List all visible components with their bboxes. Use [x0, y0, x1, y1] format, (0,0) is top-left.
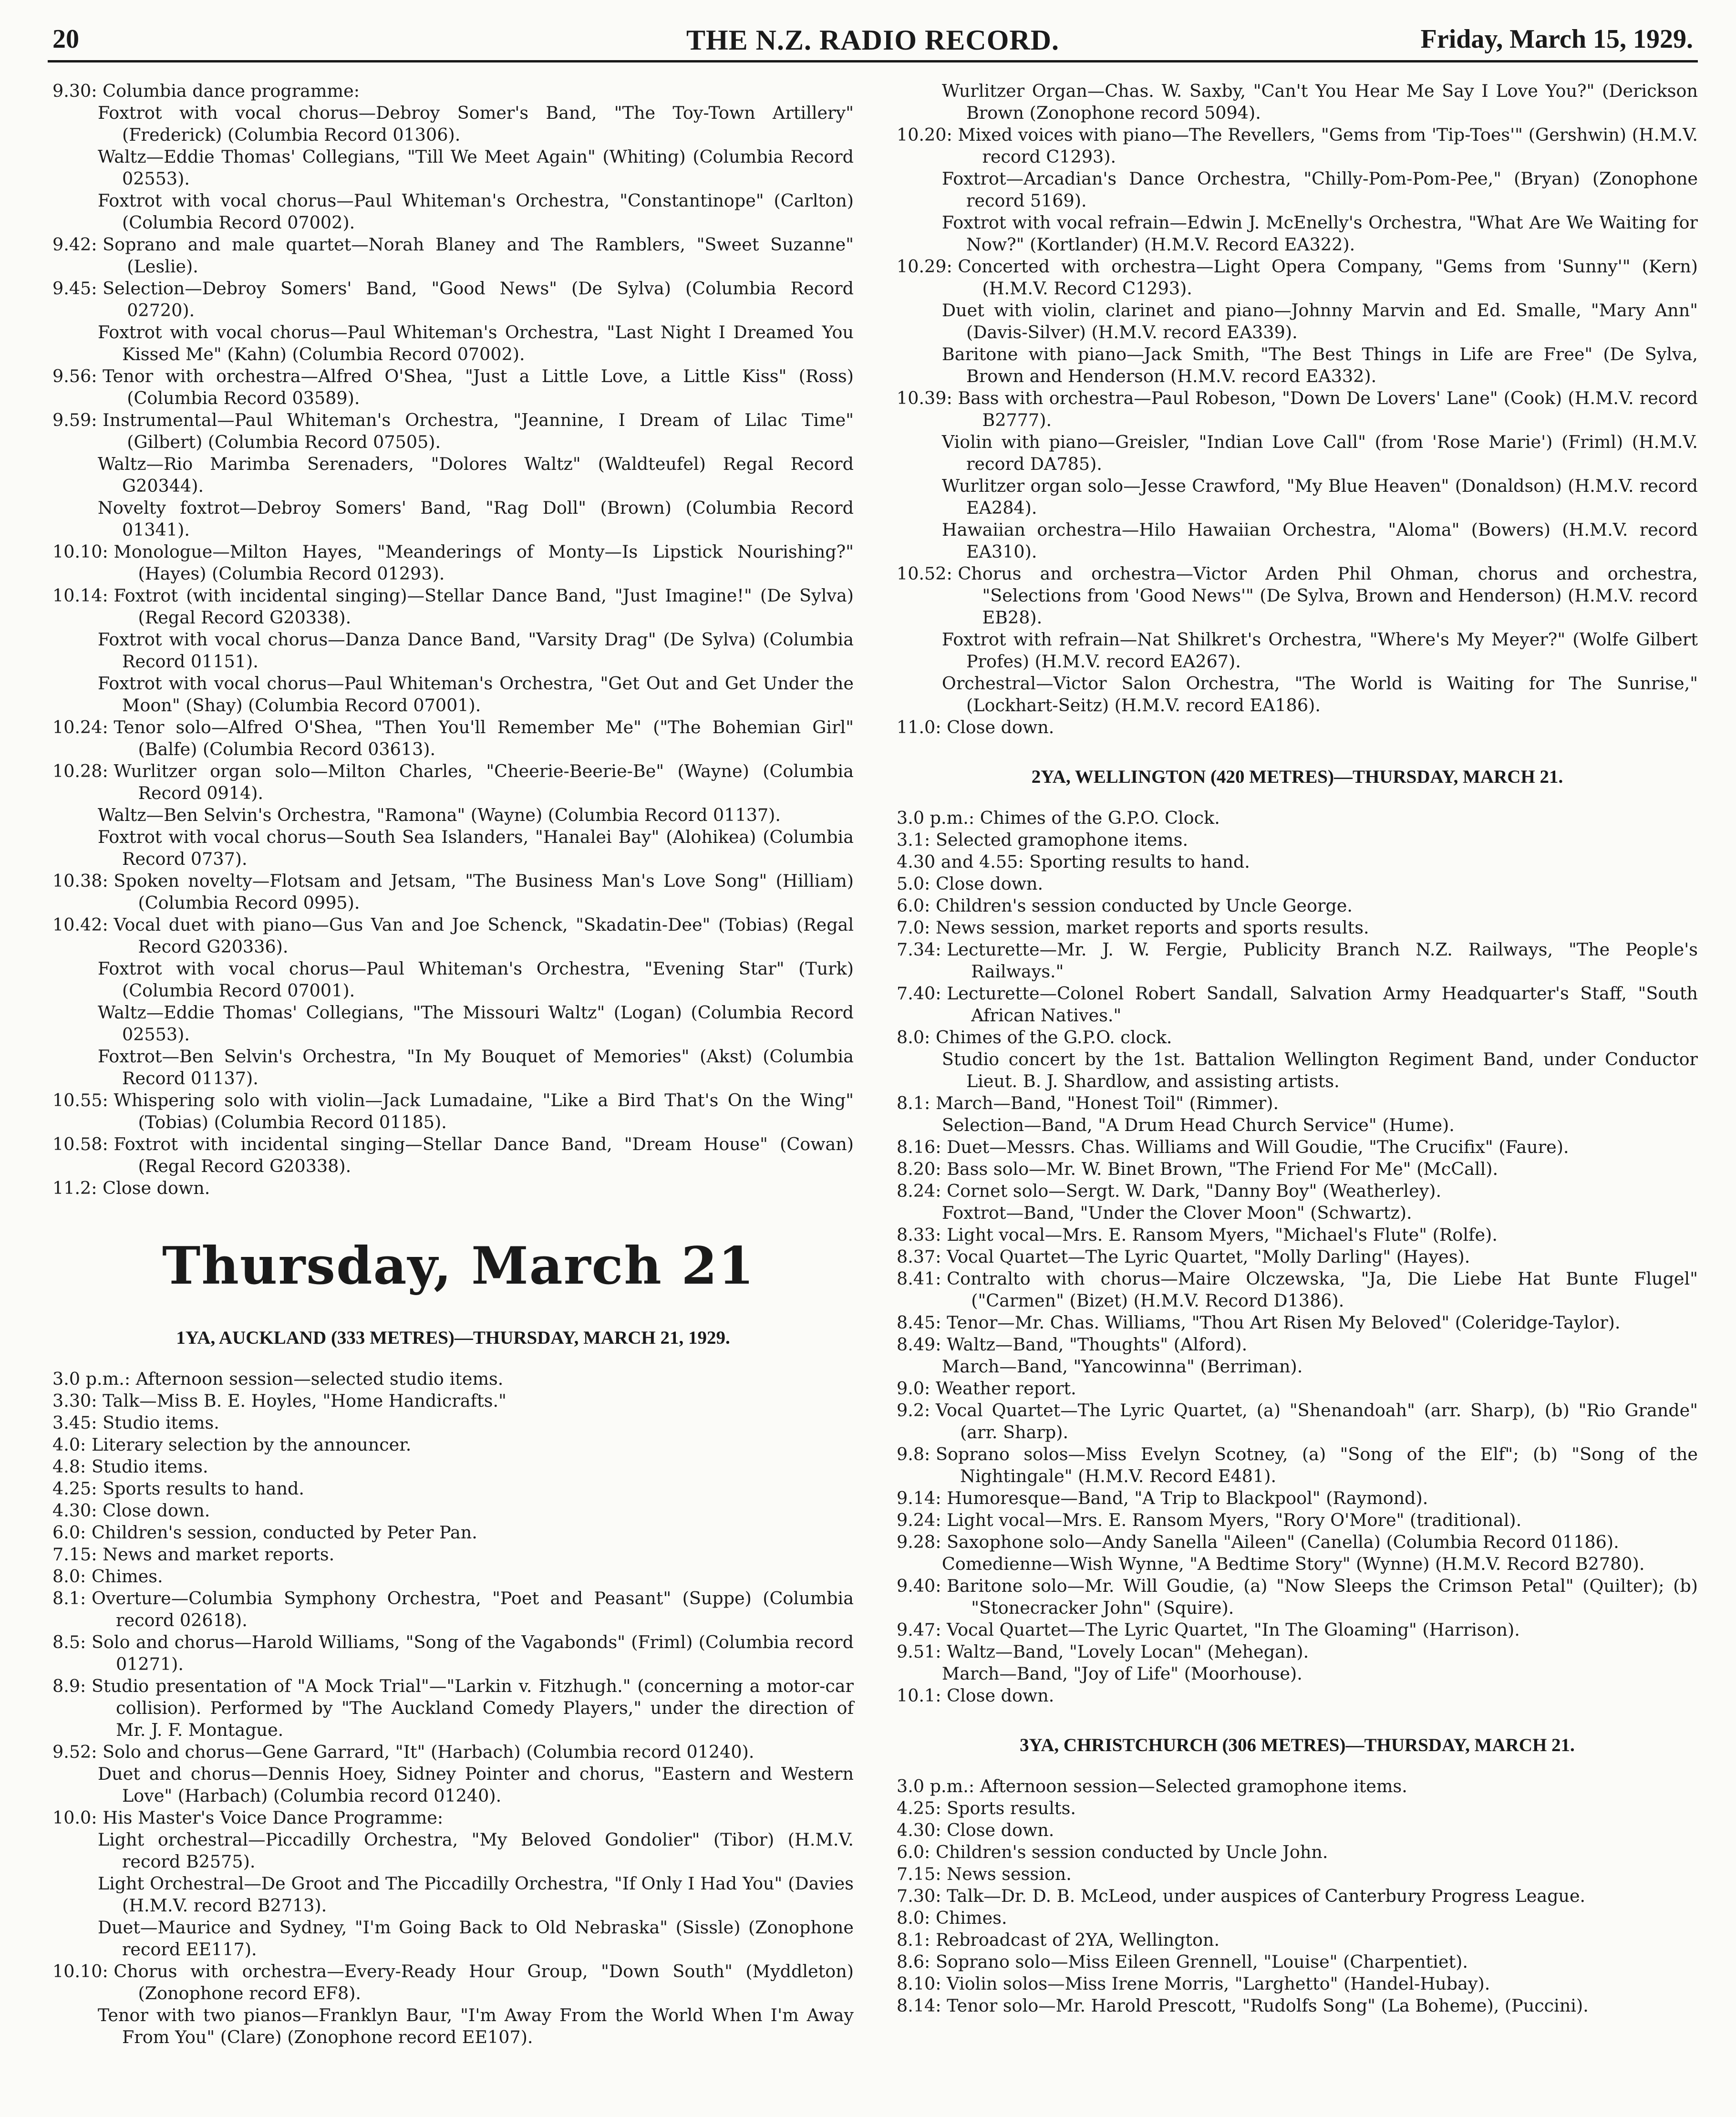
entry-text: Studio items. [103, 1412, 219, 1433]
entry-time: 7.30: [897, 1886, 947, 1906]
entry-text: Humoresque—Band, "A Trip to Blackpool" (Raymond). [947, 1488, 1428, 1508]
entry-text: Concerted with orchestra—Light Opera Company, "Gems from 'Sunny'" (Kern) (H.M.V. Record C1293). [958, 256, 1698, 299]
entry-text: Literary selection by the announcer. [91, 1434, 412, 1455]
entry-time: 3.0 p.m.: [897, 1776, 980, 1796]
programme-entry-continued: Foxtrot with vocal chorus—Paul Whiteman's Orchestra, "Evening Star" (Turk) (Columbia Record 07001). [97, 958, 854, 1001]
programme-entry-continued: Selection—Band, "A Drum Head Church Service" (Hume). [941, 1115, 1455, 1135]
programme-entry [897, 829, 1698, 851]
programme-entry-continued: Foxtrot—Arcadian's Dance Orchestra, "Chilly-Pom-Pom-Pee," (Bryan) (Zonophone record 5169). [941, 168, 1698, 211]
entry-time: 10.10: [52, 541, 114, 562]
programme-entry [897, 256, 1698, 300]
programme-entry [52, 1478, 854, 1500]
programme-entry-continued: Studio concert by the 1st. Battalion Wellington Regiment Band, under Conductor Lieut. B. J. Shardlow, and assisting artists. [941, 1049, 1698, 1091]
programme-entry-continued: Foxtrot with vocal chorus—Paul Whiteman's Orchestra, "Get Out and Get Under the Moon" (Shay) (Columbia Record 07001). [97, 673, 854, 716]
programme-entry [52, 716, 854, 760]
entry-time: 10.42: [52, 914, 114, 935]
entry-time: 4.8: [52, 1456, 92, 1477]
programme-entry [897, 1841, 1698, 1863]
programme-entry-continued: Foxtrot with vocal chorus—Debroy Somer's Band, "The Toy-Town Artillery" (Frederick) (Columbia Record 01306). [97, 103, 854, 145]
programme-entry [897, 1775, 1698, 1797]
entry-time: 8.6: [897, 1951, 936, 1972]
programme-entry [897, 1027, 1698, 1048]
entry-time: 8.0: [52, 1566, 92, 1587]
day-heading: Thursday, March 21 [162, 1236, 755, 1296]
programme-entry-continued: Foxtrot—Band, "Under the Clover Moon" (Schwartz). [941, 1203, 1412, 1223]
header-rule [48, 60, 1698, 62]
programme-entry [897, 1973, 1698, 1995]
entry-text: Instrumental—Paul Whiteman's Orchestra, "Jeannine, I Dream of Lilac Time" (Gilbert) (Columbia Record 07505). [103, 410, 854, 452]
programme-entry-continued: Hawaiian orchestra—Hilo Hawaiian Orchestra, "Aloma" (Bowers) (H.M.V. record EA310). [941, 519, 1698, 562]
entry-text: Soprano and male quartet—Norah Blaney and The Ramblers, "Sweet Suzanne" (Leslie). [103, 234, 854, 277]
entry-time: 9.45: [52, 278, 103, 299]
programme-entry [52, 1390, 854, 1412]
programme-entry-continued: Foxtrot with vocal chorus—Paul Whiteman's Orchestra, "Last Night I Dreamed You Kissed Me" (Kahn) (Columbia Record 07002). [97, 322, 854, 364]
entry-time: 11.2: [52, 1178, 103, 1198]
programme-entry [897, 1246, 1698, 1268]
entry-text: Rebroadcast of 2YA, Wellington. [935, 1930, 1220, 1950]
entry-time: 10.1: [897, 1685, 947, 1706]
programme-entry-continued: March—Band, "Yancowinna" (Berriman). [941, 1356, 1303, 1377]
entry-text: News and market reports. [103, 1544, 335, 1565]
programme-entry [897, 917, 1698, 939]
entry-time: 10.55: [52, 1090, 114, 1110]
programme-entry [52, 1133, 854, 1177]
entry-time: 9.51: [897, 1641, 947, 1662]
entry-time: 9.14: [897, 1488, 947, 1508]
entry-time: 3.30: [52, 1391, 103, 1411]
programme-entry [897, 563, 1698, 629]
entry-time: 4.25: [52, 1478, 103, 1499]
entry-text: Chimes. [935, 1908, 1007, 1928]
programme-entry [897, 1819, 1698, 1841]
programme-entry [897, 1797, 1698, 1819]
entry-text: Lecturette—Mr. J. W. Fergie, Publicity Branch N.Z. Railways, "The People's Railways." [947, 939, 1698, 982]
entry-time: 4.30: [897, 1820, 947, 1840]
entry-text: Sporting results to hand. [1029, 851, 1250, 872]
entry-time: 4.30 and 4.55: [897, 851, 1030, 872]
programme-entry [897, 1509, 1698, 1531]
entry-time: 8.24: [897, 1181, 947, 1201]
entry-text: Contralto with chorus—Maire Olczewska, "Ja, Die Liebe Hat Bunte Flugel" ("Carmen" (Bizet) (H.M.V. Record D1386). [947, 1268, 1698, 1311]
programme-entry [897, 1619, 1698, 1641]
programme-entry [897, 1885, 1698, 1907]
programme-entry [52, 1177, 854, 1199]
entry-text: Cornet solo—Sergt. W. Dark, "Danny Boy" (Weatherley). [947, 1181, 1442, 1201]
entry-time: 8.37: [897, 1246, 947, 1267]
entry-text: Lecturette—Colonel Robert Sandall, Salvation Army Headquarter's Staff, "South African Natives." [947, 983, 1698, 1026]
entry-text: Light vocal—Mrs. E. Ransom Myers, "Michael's Flute" (Rolfe). [947, 1225, 1498, 1245]
entry-text: Columbia dance programme: [103, 81, 360, 101]
entry-time: 8.14: [897, 1995, 947, 2016]
entry-text: Waltz—Band, "Thoughts" (Alford). [947, 1334, 1248, 1355]
entry-text: Chimes of the G.P.O. Clock. [980, 808, 1220, 828]
programme-entry [52, 1566, 854, 1588]
programme-entry [52, 1631, 854, 1675]
entry-text: Wurlitzer organ solo—Milton Charles, "Cheerie-Beerie-Be" (Wayne) (Columbia Record 0914). [114, 761, 854, 803]
entry-text: Duet—Messrs. Chas. Williams and Will Goudie, "The Crucifix" (Faure). [947, 1137, 1569, 1157]
programme-entry [897, 1487, 1698, 1509]
entry-time: 10.28: [52, 761, 114, 781]
entry-time: 7.0: [897, 917, 936, 938]
entry-time: 3.1: [897, 830, 936, 850]
programme-entry-continued: Light Orchestral—De Groot and The Piccadilly Orchestra, "If Only I Had You" (Davies (H.M.V. record B2713). [97, 1873, 854, 1916]
programme-entry [897, 1378, 1698, 1400]
programme-entry-continued: Waltz—Rio Marimba Serenaders, "Dolores Waltz" (Waldteufel) Regal Record G20344). [97, 454, 854, 496]
entry-text: Vocal Quartet—The Lyric Quartet, (a) "Shenandoah" (arr. Sharp), (b) "Rio Grande" (arr. Sharp). [935, 1400, 1698, 1442]
entry-time: 8.45: [897, 1312, 947, 1333]
programme-entry [897, 1443, 1698, 1487]
programme-entry-continued: Tenor with two pianos—Franklyn Baur, "I'm Away From the World When I'm Away From You" (Clare) (Zonophone record EE107). [97, 2005, 854, 2047]
programme-entry-continued: Novelty foxtrot—Debroy Somers' Band, "Rag Doll" (Brown) (Columbia Record 01341). [97, 498, 854, 540]
entry-text: Close down. [103, 1178, 210, 1198]
programme-entry [52, 541, 854, 585]
programme-entry-continued: Wurlitzer Organ—Chas. W. Saxby, "Can't You Hear Me Say I Love You?" (Derickson Brown (Zonophone record 5094). [941, 81, 1698, 123]
entry-time: 7.15: [52, 1544, 103, 1565]
programme-entry [52, 1675, 854, 1741]
programme-entry-continued: March—Band, "Joy of Life" (Moorhouse). [941, 1663, 1302, 1684]
programme-entry [52, 1961, 854, 2004]
entry-text: Children's session conducted by Uncle George. [935, 895, 1353, 916]
entry-time: 9.56: [52, 366, 103, 386]
entry-time: 9.2: [897, 1400, 936, 1421]
programme-entry-continued: Duet with violin, clarinet and piano—Johnny Marvin and Ed. Smalle, "Mary Ann" (Davis-Silver) (H.M.V. record EA339). [941, 300, 1698, 342]
entry-text: Baritone solo—Mr. Will Goudie, (a) "Now Sleeps the Crimson Petal" (Quilter); (b) "Stonecracker John" (Squire). [947, 1576, 1698, 1618]
programme-entry [52, 80, 854, 102]
entry-time: 6.0: [897, 895, 936, 916]
programme-list-2ya-continued [52, 80, 854, 1199]
programme-entry [52, 1368, 854, 1390]
programme-entry-continued: Foxtrot with vocal chorus—South Sea Islanders, "Hanalei Bay" (Alohikea) (Columbia Record 0737). [97, 827, 854, 869]
programme-entry [897, 1334, 1698, 1356]
programme-entry [52, 1522, 854, 1544]
entry-text: Solo and chorus—Harold Williams, "Song of the Vagabonds" (Friml) (Columbia record 01271). [91, 1632, 854, 1674]
programme-entry [897, 851, 1698, 873]
programme-entry [897, 1268, 1698, 1312]
programme-entry [897, 1312, 1698, 1334]
entry-time: 7.34: [897, 939, 947, 960]
entry-text: March—Band, "Honest Toil" (Rimmer). [935, 1093, 1279, 1113]
programme-entry [52, 278, 854, 322]
programme-entry-continued: Waltz—Eddie Thomas' Collegians, "The Missouri Waltz" (Logan) (Columbia Record 02553). [97, 1002, 854, 1045]
programme-list-wellington [897, 807, 1698, 1707]
programme-entry-continued: Foxtrot with refrain—Nat Shilkret's Orchestra, "Where's My Meyer?" (Wolfe Gilbert Profes) (H.M.V. record EA267). [941, 629, 1698, 672]
entry-text: Close down. [947, 1685, 1054, 1706]
entry-time: 8.16: [897, 1137, 947, 1157]
entry-text: Soprano solos—Miss Evelyn Scotney, (a) "Song of the Elf"; (b) "Song of the Nightingale" (H.M.V. Record E481). [935, 1444, 1698, 1486]
entry-text: Foxtrot with incidental singing—Stellar Dance Band, "Dream House" (Cowan) (Regal Record G20338). [114, 1134, 854, 1176]
programme-entry-continued: Waltz—Eddie Thomas' Collegians, "Till We Meet Again" (Whiting) (Columbia Record 02553). [97, 146, 854, 189]
programme-entry [52, 1807, 854, 1829]
entry-time: 8.33: [897, 1225, 947, 1245]
entry-text: Tenor solo—Alfred O'Shea, "Then You'll Remember Me" ("The Bohemian Girl" (Balfe) (Columbia Record 03613). [114, 717, 854, 759]
programme-entry [897, 1092, 1698, 1114]
entry-text: Vocal duet with piano—Gus Van and Joe Schenck, "Skadatin-Dee" (Tobias) (Regal Record G20336). [114, 914, 854, 957]
entry-text: Talk—Miss B. E. Hoyles, "Home Handicrafts." [103, 1391, 506, 1411]
station-heading-auckland: 1YA, AUCKLAND (333 METRES)—THURSDAY, MARCH 21, 1929. [176, 1328, 730, 1348]
entry-time: 4.30: [52, 1500, 103, 1521]
programme-entry [897, 895, 1698, 917]
entry-text: Talk—Dr. D. B. McLeod, under auspices of Canterbury Progress League. [947, 1886, 1586, 1906]
entry-time: 9.0: [897, 1378, 936, 1399]
entry-time: 4.0: [52, 1434, 92, 1455]
programme-entry [52, 760, 854, 804]
programme-entry [897, 1863, 1698, 1885]
entry-text: Foxtrot (with incidental singing)—Stellar Dance Band, "Just Imagine!" (De Sylva) (Regal Record G20338). [114, 585, 854, 628]
entry-text: Studio presentation of "A Mock Trial"—"Larkin v. Fitzhugh." (concerning a motor-car collision). Performed by "The Auckland Comedy Players," under the direction of Mr. J. F. Montague. [91, 1676, 854, 1740]
entry-text: Close down. [947, 717, 1054, 737]
programme-entry-continued: Comedienne—Wish Wynne, "A Bedtime Story" (Wynne) (H.M.V. Record B2780). [941, 1554, 1645, 1574]
entry-text: Violin solos—Miss Irene Morris, "Larghetto" (Handel-Hubay). [947, 1973, 1490, 1994]
entry-time: 9.42: [52, 234, 103, 255]
entry-time: 9.30: [52, 81, 103, 101]
entry-time: 3.0 p.m.: [897, 808, 980, 828]
entry-text: Weather report. [935, 1378, 1076, 1399]
entry-time: 3.0 p.m.: [52, 1369, 136, 1389]
programme-entry-continued: Foxtrot with vocal chorus—Paul Whiteman's Orchestra, "Constantinope" (Carlton) (Columbia Record 07002). [97, 190, 854, 233]
entry-text: Soprano solo—Miss Eileen Grennell, "Louise" (Charpentiet). [935, 1951, 1468, 1972]
programme-entry [52, 1741, 854, 1763]
entry-time: 3.45: [52, 1412, 103, 1433]
entry-text: Close down. [947, 1820, 1054, 1840]
entry-text: Close down. [935, 873, 1044, 894]
entry-time: 9.28: [897, 1532, 947, 1552]
entry-text: Vocal Quartet—The Lyric Quartet, "Molly Darling" (Hayes). [947, 1246, 1470, 1267]
programme-entry [897, 1158, 1698, 1180]
programme-entry [52, 1434, 854, 1456]
entry-time: 8.0: [897, 1027, 936, 1048]
programme-entry [897, 1224, 1698, 1246]
programme-entry [897, 1136, 1698, 1158]
programme-entry [897, 939, 1698, 983]
entry-text: Tenor solo—Mr. Harold Prescott, "Rudolfs Song" (La Boheme), (Puccini). [947, 1995, 1589, 2016]
programme-entry [52, 1588, 854, 1631]
entry-time: 10.14: [52, 585, 114, 606]
entry-text: Selected gramophone items. [935, 830, 1188, 850]
entry-text: Children's session, conducted by Peter Pan. [91, 1522, 477, 1543]
programme-entry-continued: Foxtrot with vocal chorus—Danza Dance Band, "Varsity Drag" (De Sylva) (Columbia Record 01151). [97, 629, 854, 672]
programme-entry-continued: Waltz—Ben Selvin's Orchestra, "Ramona" (Wayne) (Columbia Record 01137). [97, 805, 781, 825]
entry-time: 10.0: [52, 1807, 103, 1828]
entry-time: 8.10: [897, 1973, 947, 1994]
entry-text: Bass solo—Mr. W. Binet Brown, "The Friend For Me" (McCall). [947, 1159, 1498, 1179]
entry-time: 8.20: [897, 1159, 947, 1179]
entry-text: News session, market reports and sports results. [935, 917, 1369, 938]
programme-entry [897, 1400, 1698, 1443]
entry-text: Solo and chorus—Gene Garrard, "It" (Harbach) (Columbia record 01240). [103, 1742, 754, 1762]
entry-time: 8.41: [897, 1268, 947, 1289]
programme-entry [897, 1575, 1698, 1619]
programme-entry-continued: Orchestral—Victor Salon Orchestra, "The World is Waiting for The Sunrise," (Lockhart-Seitz) (H.M.V. record EA186). [941, 673, 1698, 716]
entry-text: Afternoon session—selected studio items. [135, 1369, 504, 1389]
programme-entry [52, 409, 854, 453]
entry-time: 5.0: [897, 873, 936, 894]
entry-time: 7.40: [897, 983, 947, 1004]
entry-time: 9.59: [52, 410, 103, 430]
programme-entry [897, 1929, 1698, 1951]
page-header [52, 19, 1693, 72]
entry-time: 8.49: [897, 1334, 947, 1355]
programme-entry-continued: Violin with piano—Greisler, "Indian Love Call" (from 'Rose Marie') (Friml) (H.M.V. record DA785). [941, 432, 1698, 474]
entry-text: Chimes of the G.P.O. clock. [935, 1027, 1172, 1048]
entry-time: 8.1: [52, 1588, 92, 1609]
programme-entry [897, 1685, 1698, 1707]
station-heading-christchurch: 3YA, CHRISTCHURCH (306 METRES)—THURSDAY, MARCH 21. [1020, 1735, 1575, 1755]
entry-text: Overture—Columbia Symphony Orchestra, "Poet and Peasant" (Suppe) (Columbia record 02618). [91, 1588, 854, 1630]
entry-time: 9.52: [52, 1742, 103, 1762]
entry-time: 9.8: [897, 1444, 936, 1464]
programme-list-auckland-continued [897, 80, 1698, 738]
entry-text: Tenor—Mr. Chas. Williams, "Thou Art Risen My Beloved" (Coleridge-Taylor). [947, 1312, 1621, 1333]
programme-entry [897, 716, 1698, 738]
entry-time: 8.5: [52, 1632, 92, 1652]
entry-time: 9.40: [897, 1576, 947, 1596]
entry-time: 11.0: [897, 717, 947, 737]
programme-entry [897, 807, 1698, 829]
programme-entry-continued: Light orchestral—Piccadilly Orchestra, "My Beloved Gondolier" (Tibor) (H.M.V. record B2575). [97, 1829, 854, 1872]
entry-time: 10.10: [52, 1961, 114, 1982]
entry-time: 9.24: [897, 1510, 947, 1530]
entry-time: 4.25: [897, 1798, 947, 1818]
programme-entry [897, 983, 1698, 1027]
entry-time: 8.1: [897, 1093, 936, 1113]
entry-time: 10.58: [52, 1134, 114, 1154]
entry-text: Light vocal—Mrs. E. Ransom Myers, "Rory O'More" (traditional). [947, 1510, 1522, 1530]
entry-time: 10.38: [52, 871, 114, 891]
programme-entry [52, 1456, 854, 1478]
programme-entry-continued: Duet and chorus—Dennis Hoey, Sidney Pointer and chorus, "Eastern and Western Love" (Harbach) (Columbia record 01240). [97, 1764, 854, 1806]
programme-entry-continued: Baritone with piano—Jack Smith, "The Best Things in Life are Free" (De Sylva, Brown and Henderson (H.M.V. record EA332). [941, 344, 1698, 386]
entry-text: Spoken novelty—Flotsam and Jetsam, "The Business Man's Love Song" (Hilliam) (Columbia Record 0995). [114, 871, 854, 913]
programme-entry-continued: Foxtrot with vocal refrain—Edwin J. McEnelly's Orchestra, "What Are We Waiting for Now?" (Kortlander) (H.M.V. Record EA322). [941, 212, 1698, 255]
entry-text: Sports results to hand. [103, 1478, 304, 1499]
programme-entry [52, 1544, 854, 1566]
entry-text: Afternoon session—Selected gramophone items. [980, 1776, 1407, 1796]
programme-entry [897, 1907, 1698, 1929]
programme-list-auckland [52, 1368, 854, 2048]
programme-entry [52, 1090, 854, 1133]
entry-time: 7.15: [897, 1864, 947, 1884]
entry-time: 8.0: [897, 1908, 936, 1928]
station-heading-wellington: 2YA, WELLINGTON (420 METRES)—THURSDAY, MARCH 21. [1031, 767, 1563, 787]
entry-text: Waltz—Band, "Lovely Locan" (Mehegan). [947, 1641, 1309, 1662]
programme-entry [897, 1531, 1698, 1553]
programme-entry-continued: Wurlitzer organ solo—Jesse Crawford, "My Blue Heaven" (Donaldson) (H.M.V. record EA284). [941, 476, 1698, 518]
entry-text: Vocal Quartet—The Lyric Quartet, "In The Gloaming" (Harrison). [947, 1619, 1520, 1640]
entry-time: 10.52: [897, 563, 958, 584]
publication-title: THE N.Z. RADIO RECORD. [686, 24, 1060, 56]
programme-entry [52, 914, 854, 958]
programme-entry-continued: Duet—Maurice and Sydney, "I'm Going Back to Old Nebraska" (Sissle) (Zonophone record EE117). [97, 1917, 854, 1960]
entry-text: Mixed voices with piano—The Revellers, "Gems from 'Tip-Toes'" (Gershwin) (H.M.V. record C1293). [958, 125, 1698, 167]
programme-entry [897, 1951, 1698, 1973]
programme-entry-continued: Foxtrot—Ben Selvin's Orchestra, "In My Bouquet of Memories" (Akst) (Columbia Record 01137). [97, 1046, 854, 1089]
programme-entry [52, 234, 854, 278]
entry-text: Chorus with orchestra—Every-Ready Hour Group, "Down South" (Myddleton) (Zonophone record EF8). [114, 1961, 854, 2003]
entry-text: Selection—Debroy Somers' Band, "Good News" (De Sylva) (Columbia Record 02720). [103, 278, 854, 321]
programme-entry [52, 585, 854, 629]
programme-entry [897, 1180, 1698, 1202]
programme-entry [897, 873, 1698, 895]
entry-time: 6.0: [897, 1842, 936, 1862]
entry-text: Whispering solo with violin—Jack Lumadaine, "Like a Bird That's On the Wing" (Tobias) (Columbia Record 01185). [114, 1090, 854, 1132]
programme-entry [897, 1995, 1698, 2017]
entry-text: His Master's Voice Dance Programme: [103, 1807, 444, 1828]
programme-entry [52, 365, 854, 409]
entry-text: Studio items. [91, 1456, 208, 1477]
entry-text: Close down. [103, 1500, 210, 1521]
programme-entry [52, 1500, 854, 1522]
issue-date: Friday, March 15, 1929. [1420, 24, 1693, 54]
entry-time: 10.29: [897, 256, 958, 277]
entry-text: Sports results. [947, 1798, 1076, 1818]
entry-time: 9.47: [897, 1619, 947, 1640]
programme-entry [52, 1412, 854, 1434]
page-number: 20 [52, 24, 79, 54]
programme-list-christchurch [897, 1775, 1698, 2017]
entry-text: Monologue—Milton Hayes, "Meanderings of Monty—Is Lipstick Nourishing?" (Hayes) (Columbia Record 01293). [114, 541, 854, 584]
entry-text: Children's session conducted by Uncle John. [935, 1842, 1328, 1862]
entry-text: Bass with orchestra—Paul Robeson, "Down De Lovers' Lane" (Cook) (H.M.V. record B2777). [958, 388, 1698, 430]
entry-text: Chorus and orchestra—Victor Arden Phil Ohman, chorus and orchestra, "Selections from 'Good News'" (De Sylva, Brown and Henderson) (H.M.V. record EB28). [958, 563, 1698, 628]
programme-entry [52, 870, 854, 914]
entry-time: 10.20: [897, 125, 958, 145]
right-column [897, 80, 1698, 2017]
entry-time: 10.39: [897, 388, 958, 408]
entry-text: Saxophone solo—Andy Sanella "Aileen" (Canella) (Columbia Record 01186). [947, 1532, 1619, 1552]
programme-entry [897, 124, 1698, 168]
entry-text: News session. [947, 1864, 1072, 1884]
left-column [52, 80, 854, 2048]
entry-time: 6.0: [52, 1522, 92, 1543]
entry-time: 10.24: [52, 717, 114, 737]
programme-entry [897, 387, 1698, 431]
entry-text: Chimes. [91, 1566, 163, 1587]
programme-entry [897, 1641, 1698, 1663]
entry-time: 8.9: [52, 1676, 92, 1696]
entry-time: 8.1: [897, 1930, 936, 1950]
entry-text: Tenor with orchestra—Alfred O'Shea, "Just a Little Love, a Little Kiss" (Ross) (Columbia Record 03589). [103, 366, 854, 408]
